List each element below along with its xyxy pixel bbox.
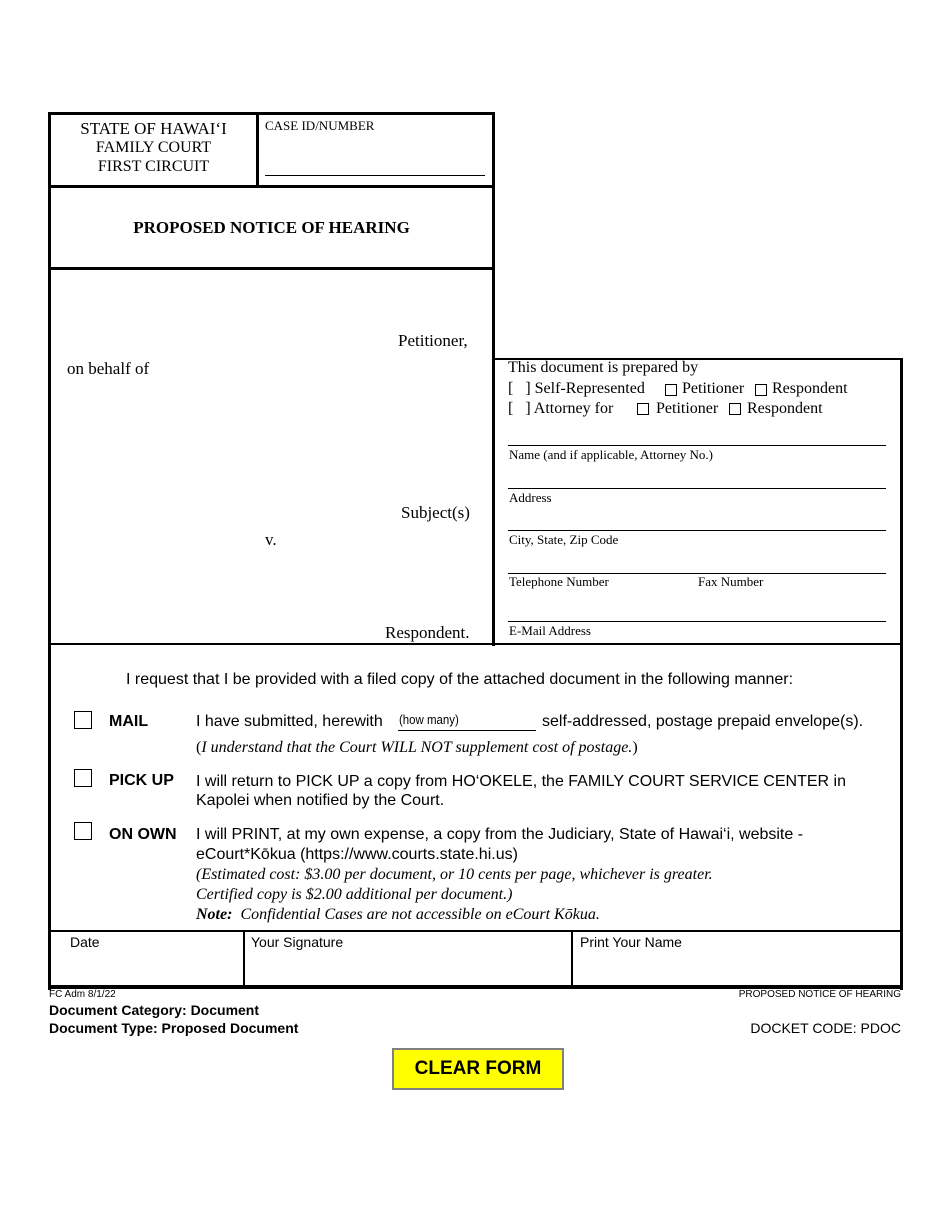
- court-name: FAMILY COURT: [95, 139, 212, 156]
- document-category: Document Category: Document: [49, 1002, 260, 1018]
- footer-form-title: PROPOSED NOTICE OF HEARING: [738, 989, 901, 1000]
- prepared-by-heading: This document is prepared by: [508, 359, 699, 376]
- city-state-zip-label: City, State, Zip Code: [509, 532, 619, 547]
- clear-form-button[interactable]: CLEAR FORM: [392, 1048, 564, 1090]
- postage-note-text: I understand that the Court WILL NOT supplement cost of postage.: [201, 739, 633, 756]
- on-behalf-of-label: on behalf of: [67, 359, 150, 378]
- docket-code: DOCKET CODE: PDOC: [750, 1020, 901, 1036]
- on-own-line-2: eCourt*Kōkua (https://www.courts.state.hi.us): [196, 846, 518, 863]
- attorney-for-row: [508, 400, 613, 418]
- on-own-checkbox[interactable]: [74, 822, 92, 840]
- postage-note-open: (: [196, 739, 202, 756]
- attorney-respondent-label: Respondent: [747, 400, 823, 417]
- cost-line-2: Certified copy is $2.00 additional per document.): [196, 886, 513, 903]
- on-own-text: [196, 825, 803, 865]
- note-label: Note:: [196, 906, 233, 923]
- telephone-label: Telephone Number: [509, 574, 609, 589]
- attorney-for-bracket[interactable]: [ ]: [508, 400, 531, 417]
- print-name-label: Print Your Name: [580, 934, 682, 950]
- request-intro: I request that I be provided with a filed copy of the attached document in the following manner:: [126, 671, 794, 688]
- pickup-line-1: I will return to PICK UP a copy from HO‘OKELE, the FAMILY COURT SERVICE CENTER in: [196, 773, 846, 790]
- state-name: STATE OF HAWAI‘I: [80, 119, 227, 138]
- self-petitioner-checkbox[interactable]: [665, 384, 677, 396]
- self-petitioner-label: Petitioner: [682, 380, 745, 397]
- attorney-petitioner-checkbox[interactable]: [637, 403, 649, 415]
- self-respondent-label: Respondent: [772, 380, 848, 397]
- case-id-field[interactable]: [265, 159, 485, 176]
- self-respondent-checkbox[interactable]: [755, 384, 767, 396]
- attorney-petitioner-label: Petitioner: [656, 400, 719, 417]
- city-state-zip-field[interactable]: [508, 530, 886, 531]
- name-field[interactable]: [508, 445, 886, 446]
- circuit-name: FIRST CIRCUIT: [97, 158, 210, 175]
- self-represented-label: Self-Represented: [534, 380, 645, 397]
- on-own-line-1: I will PRINT, at my own expense, a copy from the Judiciary, State of Hawai‘i, website -: [196, 826, 804, 843]
- mail-checkbox[interactable]: [74, 711, 92, 729]
- email-field[interactable]: [508, 621, 886, 622]
- print-name-cell[interactable]: [573, 932, 900, 985]
- self-represented-bracket[interactable]: [ ]: [508, 380, 531, 397]
- fax-label: Fax Number: [698, 574, 764, 589]
- petitioner-label: Petitioner,: [398, 331, 468, 350]
- page-title: PROPOSED NOTICE OF HEARING: [133, 218, 410, 237]
- case-id-label: CASE ID/NUMBER: [265, 118, 375, 133]
- document-type: Document Type: Proposed Document: [49, 1020, 299, 1036]
- confidential-note: [196, 905, 713, 925]
- email-label: E-Mail Address: [509, 623, 591, 638]
- address-label: Address: [509, 490, 552, 505]
- mail-text-after: self-addressed, postage prepaid envelope(s).: [542, 713, 864, 730]
- form-id: FC Adm 8/1/22: [49, 989, 116, 1000]
- cost-line-1: (Estimated cost: $3.00 per document, or 10 cents per page, whichever is greater.: [196, 866, 713, 883]
- subjects-label: Subject(s): [401, 503, 470, 522]
- cost-note: [196, 865, 713, 925]
- postage-note: [196, 739, 638, 757]
- date-cell[interactable]: [51, 932, 243, 985]
- pickup-line-2: Kapolei when notified by the Court.: [196, 792, 445, 809]
- respondent-label: Respondent.: [385, 623, 470, 642]
- court-header: [51, 119, 256, 177]
- signature-label: Your Signature: [251, 934, 344, 950]
- how-many-hint: (how many): [399, 712, 459, 727]
- versus-label: v.: [265, 530, 277, 549]
- pickup-text: [196, 772, 846, 810]
- self-represented-row: [508, 380, 645, 398]
- note-text: Confidential Cases are not accessible on eCourt Kōkua.: [240, 906, 600, 923]
- envelope-count-field[interactable]: [398, 730, 536, 731]
- attorney-respondent-checkbox[interactable]: [729, 403, 741, 415]
- mail-label: MAIL: [109, 713, 149, 730]
- date-label: Date: [70, 934, 100, 950]
- mail-text-before: I have submitted, herewith: [196, 713, 383, 730]
- on-own-label: ON OWN: [109, 826, 177, 843]
- attorney-for-label: Attorney for: [533, 400, 614, 417]
- address-field[interactable]: [508, 488, 886, 489]
- signature-cell[interactable]: [245, 932, 571, 985]
- pickup-label: PICK UP: [109, 772, 174, 789]
- name-label: Name (and if applicable, Attorney No.): [509, 447, 713, 462]
- postage-note-close: ): [632, 739, 638, 756]
- pickup-checkbox[interactable]: [74, 769, 92, 787]
